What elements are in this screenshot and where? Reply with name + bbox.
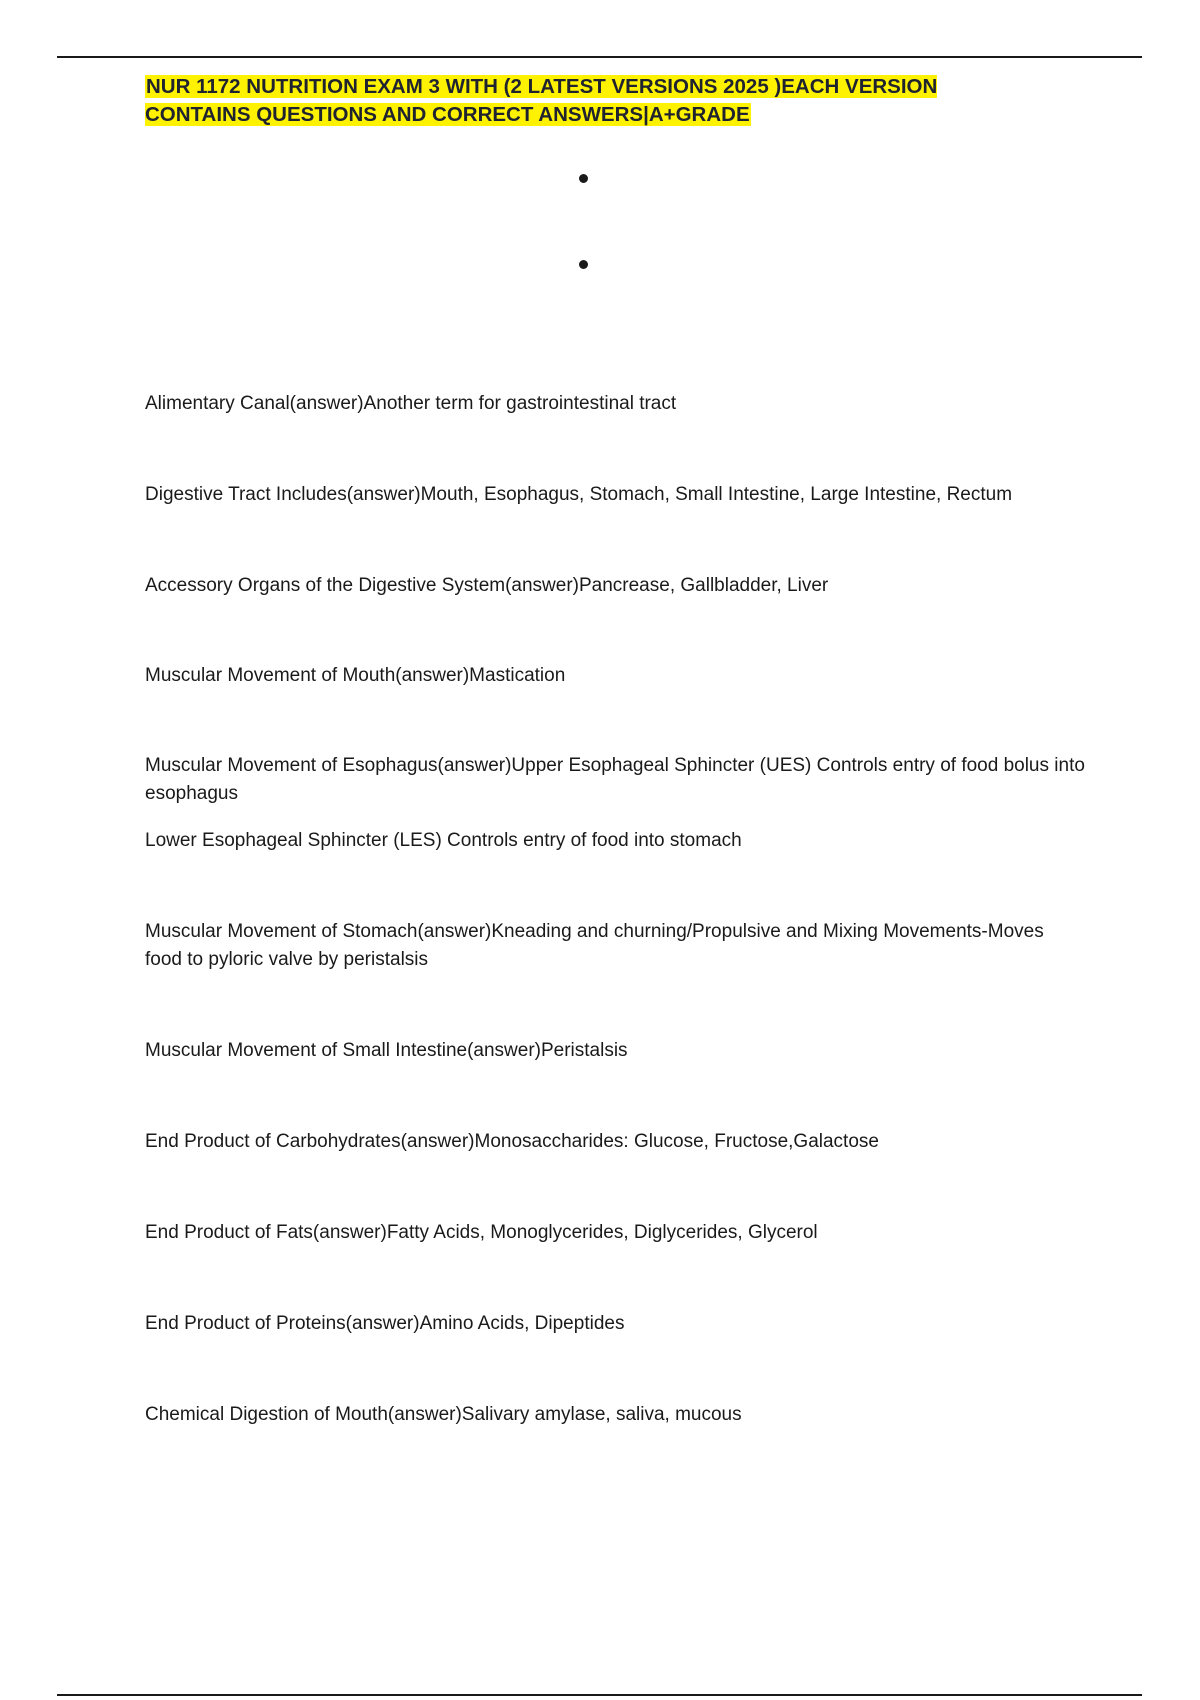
qa-entry: Accessory Organs of the Digestive System(answer)Pancrease, Gallbladder, Liver — [145, 575, 829, 596]
qa-entry: Digestive Tract Includes(answer)Mouth, Esophagus, Stomach, Small Intestine, Large Intestine, Rectum — [145, 484, 1013, 505]
qa-entry: End Product of Proteins(answer)Amino Acids, Dipeptides — [145, 1313, 625, 1334]
bullet-point — [579, 260, 588, 269]
qa-entry: Chemical Digestion of Mouth(answer)Salivary amylase, saliva, mucous — [145, 1404, 742, 1425]
qa-entry: Muscular Movement of Mouth(answer)Mastication — [145, 665, 566, 686]
qa-entry: Muscular Movement of Stomach(answer)Kneading and churning/Propulsive and Mixing Movements-Moves food to pyloric valve by peristalsis — [145, 921, 1044, 970]
qa-entry: Muscular Movement of Esophagus(answer)Upper Esophageal Sphincter (UES) Controls entry of food bolus into esophagus — [145, 755, 1085, 804]
document-title — [145, 73, 1045, 129]
qa-entry: End Product of Fats(answer)Fatty Acids, Monoglycerides, Diglycerides, Glycerol — [145, 1222, 818, 1243]
bullet-point — [579, 174, 588, 183]
document-title-text: NUR 1172 NUTRITION EXAM 3 WITH (2 LATEST VERSIONS 2025 )EACH VERSION CONTAINS QUESTIONS AND CORRECT ANSWERS|A+GRADE — [145, 75, 938, 126]
header-rule — [57, 56, 1142, 58]
qa-entry: Alimentary Canal(answer)Another term for gastrointestinal tract — [145, 393, 677, 414]
qa-entry-continuation: Lower Esophageal Sphincter (LES) Controls entry of food into stomach — [145, 830, 742, 851]
footer-rule — [57, 1694, 1142, 1696]
qa-entry: End Product of Carbohydrates(answer)Monosaccharides: Glucose, Fructose,Galactose — [145, 1131, 879, 1152]
qa-entry: Muscular Movement of Small Intestine(answer)Peristalsis — [145, 1040, 628, 1061]
